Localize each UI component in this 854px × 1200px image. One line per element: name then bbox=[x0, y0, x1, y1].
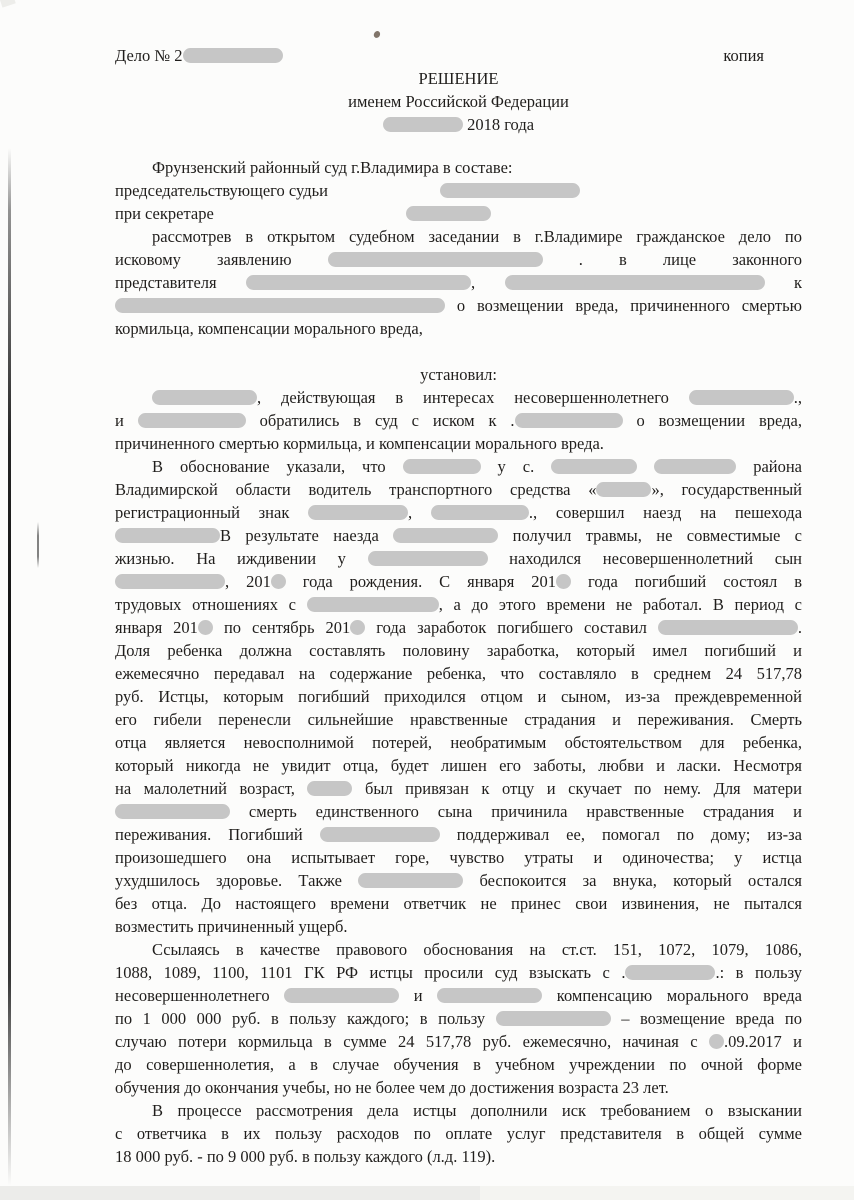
redaction-box bbox=[115, 804, 230, 819]
text-segment: . в лице законного bbox=[542, 250, 802, 269]
redaction-box bbox=[271, 574, 286, 589]
text-segment: к bbox=[764, 273, 802, 292]
text-segment: обратились в суд с иском к . bbox=[245, 411, 515, 430]
text-segment: председательствующего судьи bbox=[115, 181, 328, 200]
document-line bbox=[115, 915, 802, 938]
scan-edge-shadow bbox=[8, 148, 11, 1186]
document-line bbox=[115, 501, 802, 524]
text-segment: 1088, 1089, 1100, 1101 ГК РФ истцы просили суд взыскать с . bbox=[115, 963, 626, 982]
text-segment: представителя bbox=[115, 273, 247, 292]
document-line bbox=[115, 1007, 802, 1030]
document-line bbox=[115, 432, 802, 455]
text-segment: по 1 000 000 руб. в пользу каждого; в пользу bbox=[115, 1009, 496, 1028]
document-line bbox=[115, 113, 802, 136]
text-segment: копия bbox=[723, 46, 764, 65]
text-segment: жизнью. На иждивении у bbox=[115, 549, 368, 568]
text-segment: РЕШЕНИЕ bbox=[418, 69, 499, 88]
document-line bbox=[115, 248, 802, 271]
document-line bbox=[115, 708, 802, 731]
redaction-box bbox=[284, 988, 399, 1003]
document-line bbox=[115, 90, 802, 113]
document-line bbox=[115, 386, 802, 409]
text-segment: ухудшилось здоровье. Также bbox=[115, 871, 359, 890]
document-line bbox=[115, 478, 802, 501]
document-line bbox=[115, 1145, 802, 1168]
redaction-box bbox=[437, 988, 542, 1003]
text-segment: беспокоится за внука, который остался bbox=[463, 871, 802, 890]
redaction-box bbox=[515, 413, 623, 428]
text-segment: его гибели перенесли сильнейшие нравственные страдания и переживания. Смерть bbox=[115, 710, 802, 729]
redaction-box bbox=[138, 413, 246, 428]
document-line bbox=[115, 271, 802, 294]
document-line bbox=[115, 639, 802, 662]
redaction-box bbox=[658, 620, 798, 635]
document-line bbox=[115, 685, 802, 708]
document-line bbox=[115, 1122, 802, 1145]
document-line bbox=[115, 202, 802, 225]
redaction-box bbox=[198, 620, 213, 635]
text-segment: рассмотрев в открытом судебном заседании в г.Владимире гражданское дело по bbox=[152, 227, 802, 246]
text-segment: отца является невосполнимой потерей, необратимым обстоятельством для ребенка, bbox=[115, 733, 802, 752]
text-segment: произошедшего она испытывает горе, чувство утраты и одиночества; у истца bbox=[115, 848, 802, 867]
redaction-box bbox=[654, 459, 736, 474]
redaction-box bbox=[307, 781, 352, 796]
document-line bbox=[115, 1099, 802, 1122]
text-segment: и bbox=[115, 411, 138, 430]
document-line bbox=[115, 662, 802, 685]
margin-pen-mark bbox=[37, 522, 39, 568]
redaction-box bbox=[393, 528, 498, 543]
text-segment: Дело № 2 bbox=[115, 46, 183, 65]
document-line bbox=[115, 1053, 802, 1076]
redaction-box bbox=[320, 827, 440, 842]
document-line bbox=[115, 938, 802, 961]
text-segment: получил травмы, не совместимые с bbox=[498, 526, 802, 545]
document-line bbox=[115, 1030, 802, 1053]
text-segment bbox=[637, 457, 654, 476]
text-segment: именем Российской Федерации bbox=[348, 92, 569, 111]
redaction-box bbox=[350, 620, 365, 635]
document-line bbox=[115, 524, 802, 547]
text-segment: и bbox=[399, 986, 438, 1005]
document-line bbox=[115, 984, 802, 1007]
text-segment: Фрунзенский районный суд г.Владимира в составе: bbox=[152, 158, 513, 177]
redaction-box bbox=[246, 275, 471, 290]
redaction-box bbox=[596, 482, 651, 497]
document-line bbox=[115, 409, 802, 432]
text-segment: , bbox=[408, 503, 431, 522]
text-segment: .09.2017 и bbox=[724, 1032, 802, 1051]
document-line bbox=[115, 225, 802, 248]
document-line bbox=[115, 67, 802, 90]
document-line bbox=[115, 961, 802, 984]
document-line bbox=[115, 754, 802, 777]
redaction-box bbox=[505, 275, 765, 290]
text-segment: , а до этого времени не работал. В период с bbox=[438, 595, 802, 614]
redaction-box bbox=[115, 298, 445, 313]
text-segment: случаю потери кормильца в сумме 24 517,78 руб. ежемесячно, начиная с bbox=[115, 1032, 709, 1051]
document-line bbox=[115, 593, 802, 616]
document-line bbox=[115, 1076, 802, 1099]
text-segment: В результате наезда bbox=[220, 526, 394, 545]
redaction-box bbox=[183, 48, 283, 63]
redaction-box bbox=[689, 390, 794, 405]
document-line bbox=[115, 317, 802, 340]
text-segment: января 201 bbox=[115, 618, 198, 637]
redaction-box bbox=[403, 459, 481, 474]
text-segment: кормильца, компенсации морального вреда, bbox=[115, 319, 423, 338]
document-line bbox=[115, 823, 802, 846]
text-segment: 18 000 руб. - по 9 000 руб. в пользу каждого (л.д. 119). bbox=[115, 1147, 496, 1166]
text-segment: смерть единственного сына причинила нравственные страдания и bbox=[230, 802, 802, 821]
redaction-box bbox=[152, 390, 257, 405]
text-segment: года заработок погибшего составил bbox=[365, 618, 658, 637]
document-line bbox=[115, 846, 802, 869]
document-line bbox=[115, 547, 802, 570]
document-line bbox=[115, 892, 802, 915]
text-segment: ., bbox=[793, 388, 802, 407]
text-segment: несовершеннолетнего bbox=[115, 986, 285, 1005]
text-segment: года погибший состоял в bbox=[571, 572, 802, 591]
text-segment: до совершеннолетия, а в случае обучения в учебном учреждении по очной форме bbox=[115, 1055, 802, 1074]
document-line bbox=[115, 455, 802, 478]
text-segment: Владимирской области водитель транспортного средства « bbox=[115, 480, 597, 499]
document-line bbox=[115, 777, 802, 800]
redaction-box bbox=[115, 574, 225, 589]
text-segment: исковому заявлению bbox=[115, 250, 328, 269]
redaction-box bbox=[307, 597, 439, 612]
document-line bbox=[115, 44, 802, 67]
bottom-scan-strip-dark bbox=[0, 1186, 480, 1200]
document-line bbox=[115, 731, 802, 754]
text-segment: находился несовершеннолетний сын bbox=[487, 549, 802, 568]
redaction-box bbox=[328, 252, 543, 267]
text-segment: района bbox=[736, 457, 802, 476]
redaction-box bbox=[551, 459, 637, 474]
text-segment: о возмещении вреда, bbox=[622, 411, 802, 430]
text-segment: . bbox=[797, 618, 802, 637]
scan-corner-smudge bbox=[0, 0, 16, 8]
redaction-box bbox=[709, 1034, 724, 1049]
text-segment: », государственный bbox=[651, 480, 802, 499]
document-line bbox=[115, 616, 802, 639]
text-segment: который никогда не увидит отца, будет лишен его заботы, любви и ласки. Несмотря bbox=[115, 756, 802, 775]
text-segment: В процессе рассмотрения дела истцы дополнили иск требованием о взыскании bbox=[152, 1101, 802, 1120]
text-segment: года рождения. С января 201 bbox=[285, 572, 557, 591]
redaction-box bbox=[556, 574, 571, 589]
text-segment: руб. Истцы, которым погибший приходился отцом и сыном, из-за преждевременной bbox=[115, 687, 802, 706]
text-segment: В обоснование указали, что bbox=[152, 457, 403, 476]
text-segment: по сентябрь 201 bbox=[212, 618, 351, 637]
document-line bbox=[115, 156, 802, 179]
document-line bbox=[115, 294, 802, 317]
text-segment: трудовых отношениях с bbox=[115, 595, 307, 614]
redaction-box bbox=[431, 505, 529, 520]
redaction-box bbox=[358, 873, 463, 888]
text-segment: Доля ребенка должна составлять половину заработка, который имел погибший и bbox=[115, 641, 802, 660]
text-segment: без отца. До настоящего времени ответчик не принес свои извинения, не пытался bbox=[115, 894, 802, 913]
text-segment: регистрационный знак bbox=[115, 503, 309, 522]
redaction-box bbox=[406, 206, 491, 221]
text-segment: поддерживал ее, помогал по дому; из-за bbox=[439, 825, 802, 844]
text-segment: о возмещении вреда, причиненного смертью bbox=[445, 296, 802, 315]
text-segment: , действующая в интересах несовершеннолетнего bbox=[257, 388, 689, 407]
text-segment: .: в пользу bbox=[715, 963, 802, 982]
scan-ink-speck bbox=[373, 30, 382, 39]
redaction-box bbox=[368, 551, 488, 566]
text-segment: Ссылаясь в качестве правового обоснования на ст.ст. 151, 1072, 1079, 1086, bbox=[152, 940, 802, 959]
redaction-box bbox=[496, 1011, 611, 1026]
text-segment: , 201 bbox=[225, 572, 271, 591]
document-line bbox=[115, 800, 802, 823]
document-line bbox=[115, 363, 802, 386]
text-segment: , bbox=[471, 273, 505, 292]
document-line bbox=[115, 570, 802, 593]
redaction-box bbox=[440, 183, 580, 198]
text-segment: переживания. Погибший bbox=[115, 825, 320, 844]
text-segment: с ответчика в их пользу расходов по оплате услуг представителя в общей сумме bbox=[115, 1124, 802, 1143]
text-segment: возместить причиненный ущерб. bbox=[115, 917, 348, 936]
redaction-box bbox=[383, 117, 463, 132]
text-segment: 2018 года bbox=[462, 115, 535, 134]
redaction-box bbox=[625, 965, 715, 980]
text-segment: при секретаре bbox=[115, 204, 214, 223]
text-segment: установил: bbox=[420, 365, 497, 384]
text-segment: ежемесячно передавал на содержание ребенка, что составляло в среднем 24 517,78 bbox=[115, 664, 802, 683]
text-segment: компенсацию морального вреда bbox=[542, 986, 802, 1005]
text-segment: причиненного смертью кормильца, и компенсации морального вреда. bbox=[115, 434, 604, 453]
text-segment: был привязан к отцу и скучает по нему. Для матери bbox=[352, 779, 802, 798]
redaction-box bbox=[308, 505, 408, 520]
text-segment: на малолетний возраст, bbox=[115, 779, 308, 798]
document-line bbox=[115, 179, 802, 202]
document-text-block bbox=[115, 44, 802, 1168]
text-segment: – возмещение вреда по bbox=[610, 1009, 802, 1028]
redaction-box bbox=[115, 528, 220, 543]
text-segment: ., совершил наезд на пешехода bbox=[528, 503, 802, 522]
document-line bbox=[115, 869, 802, 892]
text-segment: у с. bbox=[480, 457, 552, 476]
text-segment: обучения до окончания учебы, но не более чем до достижения возраста 23 лет. bbox=[115, 1078, 669, 1097]
